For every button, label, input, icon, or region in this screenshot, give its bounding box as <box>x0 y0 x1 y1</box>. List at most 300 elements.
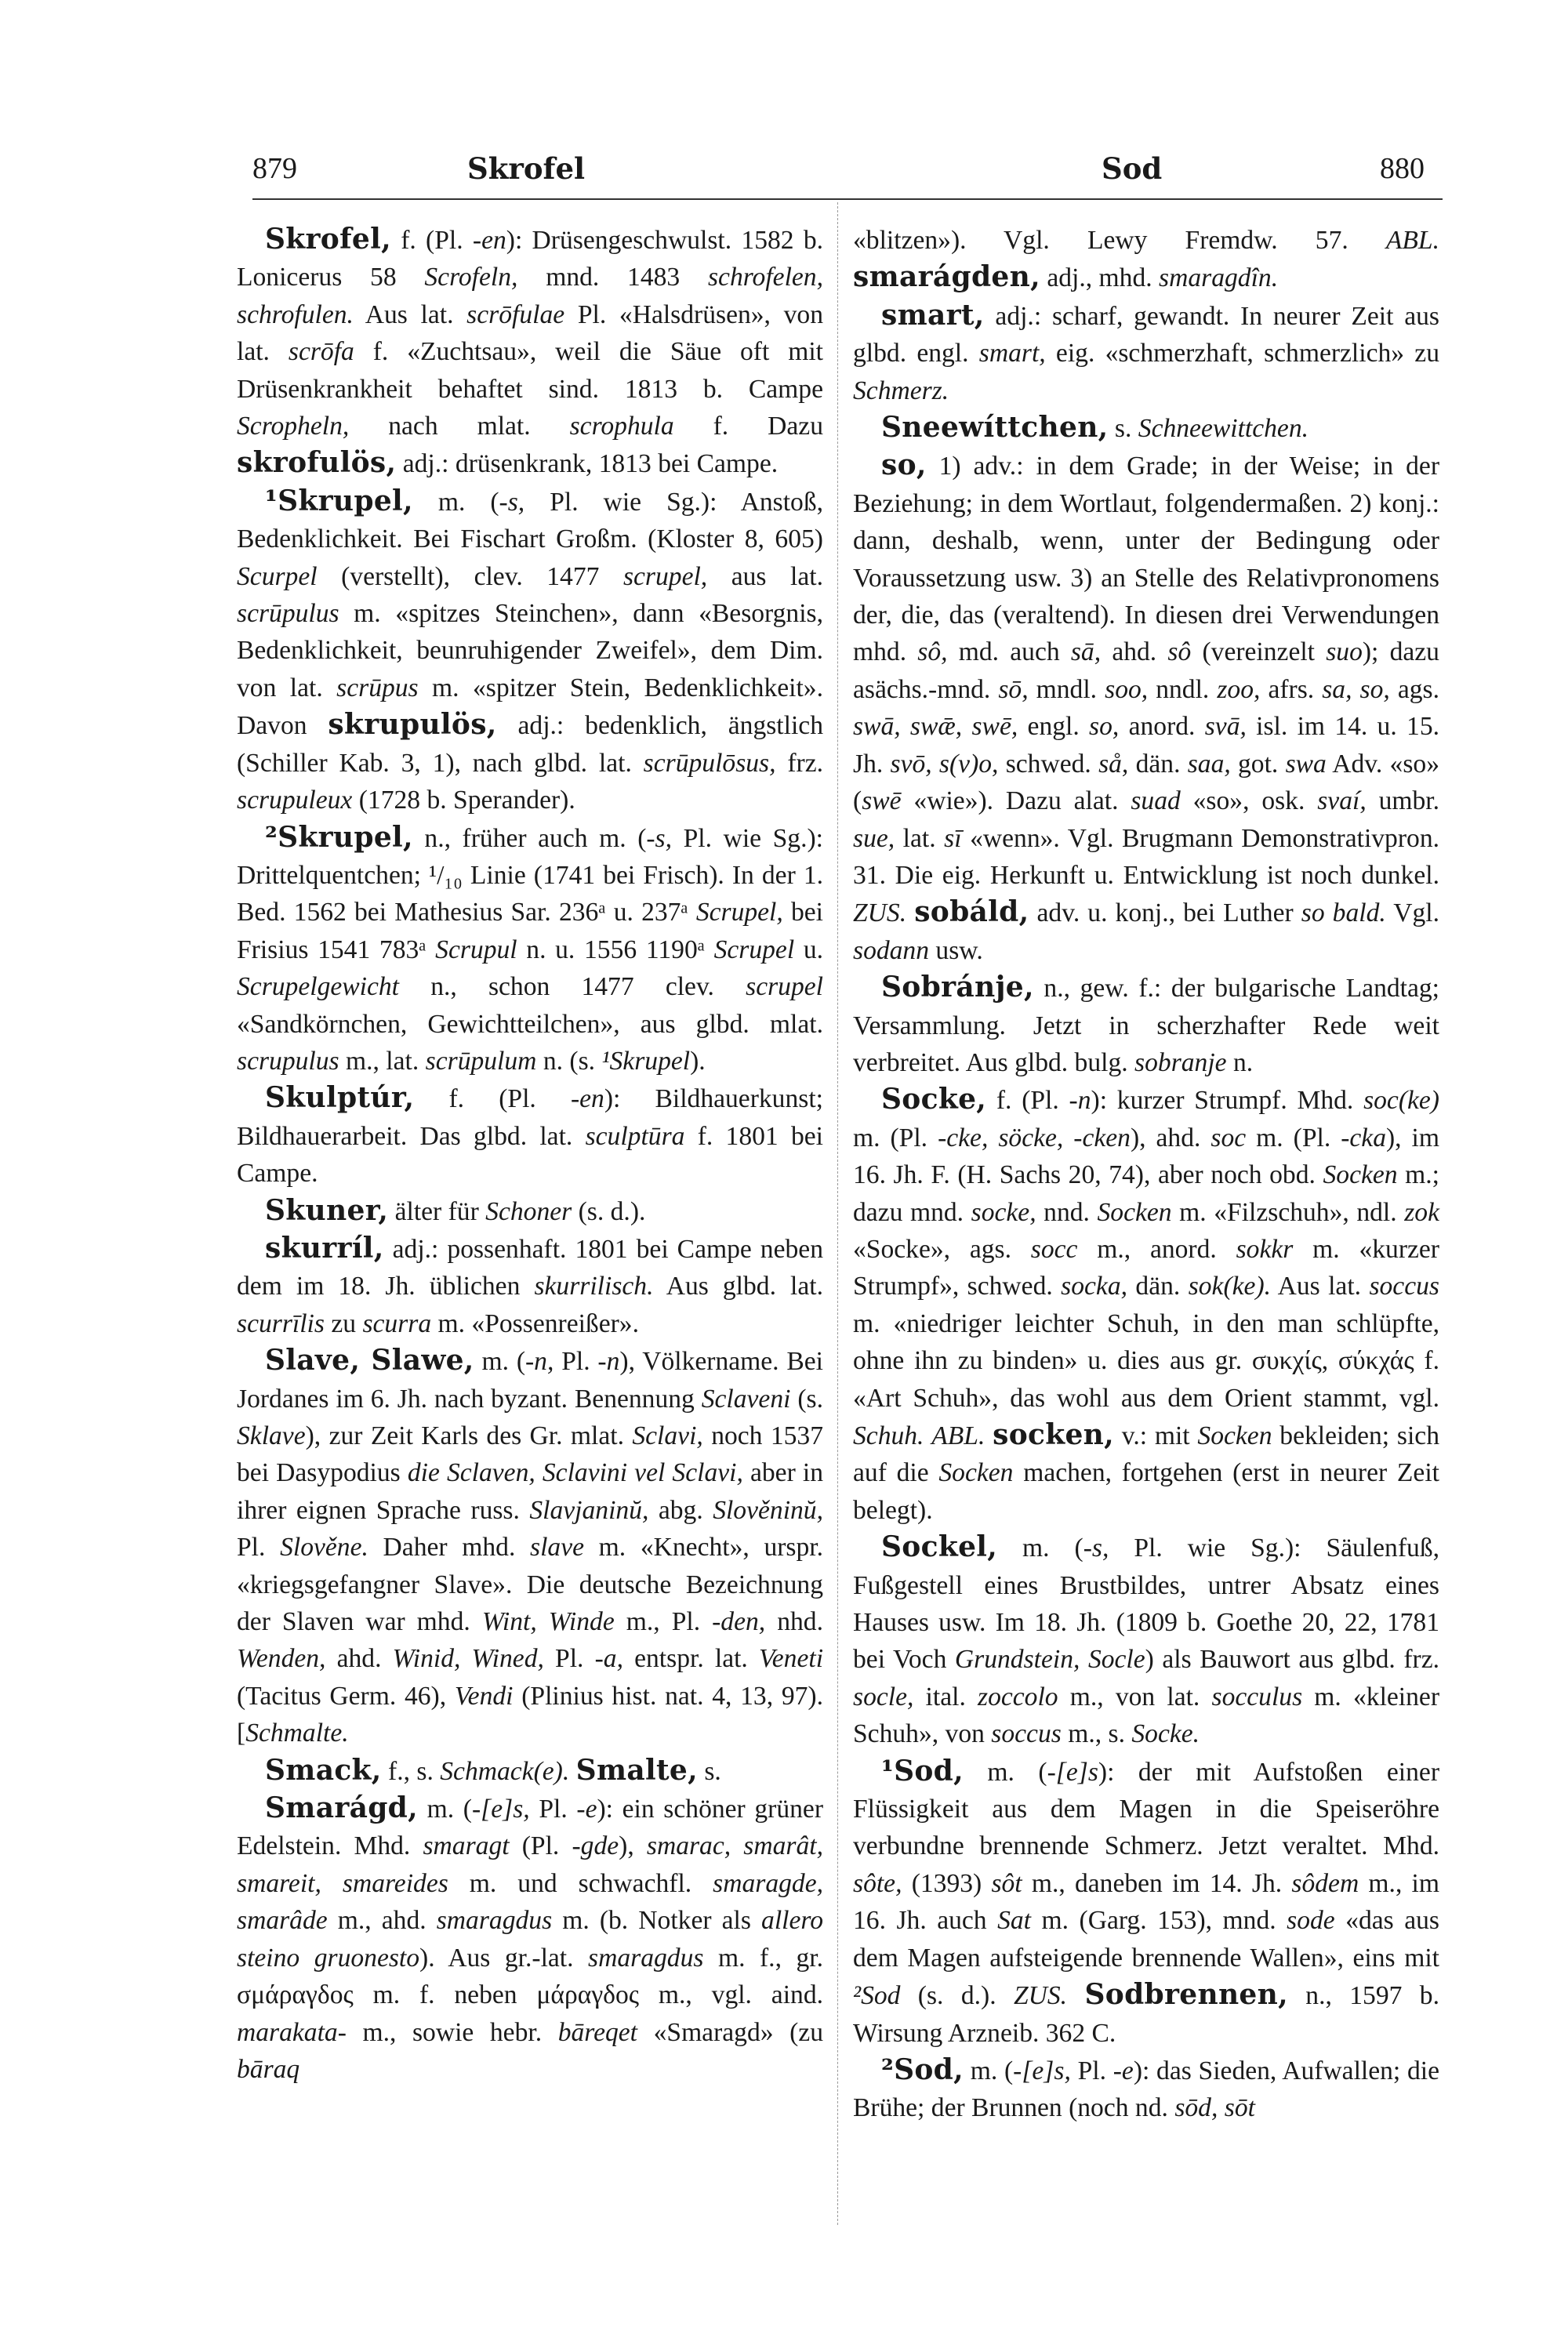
italic-form: ZUS. <box>1013 1981 1068 2011</box>
right-column <box>853 221 1439 2127</box>
entry-text: m. «niedriger leichter Schuh, in den man schlüpfte, ohne ihn zu binden» u. dies aus gr. συκχίς, σύκχάς f. «Art Schuh», das wohl aus dem Orient stammt, vgl. <box>853 1308 1439 1413</box>
entry-text: ), Völkername. Bei Jordanes im 6. Jh. nach byzant. Benennung <box>237 1347 824 1414</box>
italic-form: Socken <box>1323 1160 1398 1190</box>
entry-text: m. ( <box>412 487 499 517</box>
italic-form: så, <box>1098 749 1129 779</box>
entry-text: «Socke», ags. <box>853 1234 1031 1264</box>
entry-text: frz. <box>775 748 823 778</box>
entry-text: n., 1597 b. Wirsung Arzneib. 362 C. <box>853 1981 1439 2048</box>
entry-text: f. Dazu <box>673 412 823 441</box>
entry-text: ahd. <box>1101 637 1168 667</box>
entry-text: mnd. 1483 <box>517 263 708 292</box>
italic-form: suad <box>1131 786 1181 816</box>
entry-text: adv. u. konj., bei Luther <box>1029 898 1301 928</box>
headword: ²Skrupel, <box>265 820 413 854</box>
italic-form: scrupulus <box>237 1046 339 1076</box>
sub-headword: smarágden, <box>853 260 1040 294</box>
entry-text: aus lat. <box>707 561 823 591</box>
italic-form: -s, <box>499 487 525 517</box>
italic-form: sue, <box>853 823 895 853</box>
italic-form: -n <box>1069 1086 1091 1116</box>
entry-text: f. 1801 bei Campe. <box>237 1121 823 1189</box>
italic-form: swē <box>862 786 902 816</box>
entry-text: m. «kleiner Schuh», von <box>853 1682 1439 1749</box>
entry-text: ). <box>690 1046 706 1076</box>
entry-text: ), <box>619 1831 647 1861</box>
italic-form: Scrupel, <box>695 898 783 927</box>
italic-form: bāraq <box>237 2054 300 2084</box>
entry-sod-1 <box>853 1753 1439 2052</box>
italic-form: Socke. <box>1131 1719 1200 1749</box>
entry-skuner <box>237 1192 823 1230</box>
headword: Smarágd, <box>265 1791 418 1825</box>
italic-form: -s, <box>646 823 673 853</box>
entry-text: m. (Pl. <box>1246 1123 1341 1152</box>
entry-slave <box>237 1342 823 1751</box>
entry-skulptur <box>237 1080 823 1192</box>
entry-text: lat. <box>895 823 945 853</box>
entry-text: ahd. <box>325 1644 393 1674</box>
entry-text: machen, fortgehen (erst in neurer Zeit belegt). <box>853 1458 1439 1525</box>
right-page-number: 880 <box>1380 152 1425 185</box>
italic-form: sok(ke). <box>1188 1272 1272 1301</box>
italic-form: Schoner <box>485 1196 572 1226</box>
entry-sobranje <box>853 969 1439 1081</box>
italic-form: scrupuleux <box>237 786 353 815</box>
italic-form: -s, <box>1083 1534 1109 1563</box>
entry-text: m. «Knecht», urspr. «kriegsgefangner Slave». Die deutsche Bezeichnung der Slaven war mhd. <box>237 1533 824 1637</box>
entry-text: m. ( <box>997 1534 1083 1563</box>
italic-form: -n, <box>525 1347 554 1377</box>
italic-form: Grundstein, Socle <box>954 1645 1145 1675</box>
italic-form: smaragdus <box>588 1943 704 1973</box>
right-catchword: Sod <box>1102 151 1163 186</box>
italic-form: soccus <box>1369 1272 1439 1301</box>
italic-form: sculptūra <box>585 1121 685 1151</box>
italic-form: sôdem <box>1291 1868 1359 1898</box>
entry-text: ), ahd. <box>1130 1123 1211 1152</box>
entry-text: ): kurzer Strumpf. Mhd. <box>1091 1086 1364 1116</box>
headword: Slave, Slawe, <box>265 1344 474 1377</box>
italic-form: Scrofeln, <box>424 263 518 292</box>
entry-text: adj.: bedenklich, ängstlich (Schiller Kab. 3, 1), nach glbd. lat. <box>237 711 823 778</box>
entry-text: n., schon 1477 clev. <box>399 972 746 1002</box>
italic-form: -en <box>472 226 506 255</box>
headword: ¹Skrupel, <box>265 484 413 517</box>
italic-form: marakata- <box>237 2017 347 2047</box>
entry-text: adj., mhd. <box>1040 263 1160 293</box>
entry-text: m., lat. <box>339 1046 426 1076</box>
entry-text: m.; dazu mnd. <box>853 1160 1439 1227</box>
italic-form: allero steino gruonesto <box>237 1906 823 1973</box>
entry-text: zu <box>324 1308 363 1338</box>
italic-form: sobranje <box>1134 1047 1227 1077</box>
entry-text: Pl. wie Sg.): Anstoß, Bedenklichkeit. Bei Fischart Großm. (Kloster 8, 605) <box>237 487 824 554</box>
entry-text: «Sandkörnchen, Gewichtteilchen», aus glbd. mlat. <box>237 1009 823 1039</box>
entry-text: s. <box>1108 414 1138 444</box>
entry-text <box>906 898 914 927</box>
entry-text: Aus lat. <box>353 299 467 329</box>
entry-text: Aus lat. <box>1271 1272 1370 1301</box>
entry-skurril <box>237 1230 823 1342</box>
entry-text: Pl. <box>543 1644 595 1674</box>
entry-text: Pl. wie Sg.): Drittelquentchen; ¹/₁₀ Linie (1741 bei Frisch). In der 1. Bed. 1562 bei Mathesius Sar. 236ᵃ u. 237ᵃ <box>237 823 823 927</box>
entry-text: m. «spitzer Stein, Bedenklichkeit». Davon <box>237 673 823 741</box>
italic-form: Socken <box>938 1458 1014 1488</box>
headword: Smack, <box>265 1753 382 1787</box>
sub-headword: sobáld, <box>914 895 1029 929</box>
italic-form: -[e]s, <box>1013 2056 1071 2085</box>
entry-text: ): Drüsengeschwulst. 1582 b. Lonicerus 58 <box>237 226 824 292</box>
entry-text: adj.: possenhaft. 1801 bei Campe neben dem im 18. Jh. üblichen <box>237 1234 823 1301</box>
italic-form: Winid, Wined, <box>392 1644 544 1674</box>
entry-text: «blitzen»). Vgl. Lewy Fremdw. 57. <box>853 226 1386 255</box>
entry-text: v.: mit <box>1113 1421 1198 1450</box>
headword: Skuner, <box>265 1193 389 1227</box>
sub-headword: Sodbrennen, <box>1084 1978 1288 2012</box>
entry-text: u. <box>794 935 824 964</box>
italic-form: ¹Skrupel <box>601 1046 691 1076</box>
entry-text: m. «spitzes Steinchen», dann «Besorgnis, Bedenklichkeit, beunruhigender Zweifel», dem Dim. von lat. <box>237 599 823 702</box>
italic-form: sōd, sōt <box>1174 2093 1255 2123</box>
entry-text: n. <box>1226 1047 1254 1077</box>
entry-text: «wie»). Dazu alat. <box>901 786 1131 816</box>
italic-form: -cke, söcke, -cken <box>938 1123 1131 1152</box>
entry-text: (vereinzelt <box>1191 637 1327 667</box>
entry-text: ags. <box>1389 674 1439 704</box>
headword: Skrofel, <box>265 223 391 256</box>
italic-form: smaragdîn. <box>1159 263 1279 293</box>
italic-form: Scrupelgewicht <box>237 972 400 1002</box>
entry-text: ital. <box>913 1682 978 1711</box>
entry-text: ), im 16. Jh. F. (H. Sachs 20, 74), aber noch obd. <box>853 1123 1439 1190</box>
entry-text: abg. <box>648 1495 713 1525</box>
entry-text: adj.: scharf, gewandt. In neurer Zeit aus glbd. engl. <box>853 301 1439 368</box>
italic-form: -e <box>576 1795 597 1824</box>
italic-form: svaí, <box>1317 786 1367 816</box>
italic-form: socka, <box>1061 1272 1128 1301</box>
italic-form: socke, <box>971 1197 1036 1227</box>
entry-text: mndl. <box>1028 674 1105 704</box>
headword: Sobránje, <box>881 971 1034 1004</box>
entry-text: (1728 b. Sperander). <box>352 786 575 815</box>
italic-form: -gde <box>572 1831 619 1861</box>
italic-form: soo, <box>1105 674 1149 704</box>
entry-text: m. (b. Notker als <box>552 1906 762 1936</box>
italic-form: sô, <box>917 637 948 667</box>
italic-form: smaragdus <box>436 1906 553 1936</box>
italic-form: soccus <box>991 1719 1062 1749</box>
entry-smaragd-continued <box>853 221 1439 297</box>
italic-form: Sklave <box>237 1421 306 1450</box>
italic-form: saa, <box>1187 749 1231 779</box>
entry-text: dän. <box>1128 749 1188 779</box>
entry-text: ); dazu asächs.-mnd. <box>853 637 1439 704</box>
entry-text: umbr. <box>1366 786 1439 816</box>
italic-form: Sclaveni <box>701 1384 791 1414</box>
entry-text: m. ( <box>474 1347 525 1377</box>
entry-text: dän. <box>1127 1272 1189 1301</box>
italic-form: zoo, <box>1217 674 1261 704</box>
headword: so, <box>881 448 927 482</box>
entry-text: m., von lat. <box>1058 1682 1212 1711</box>
italic-form: Socken <box>1197 1421 1272 1450</box>
entry-text: n. u. 1556 1190ᵃ <box>517 935 714 964</box>
entry-text: (Tacitus Germ. 46), <box>237 1681 455 1711</box>
entry-text: m. und schwachfl. <box>448 1868 713 1898</box>
entry-skrofel <box>237 221 823 483</box>
italic-form: -cka <box>1341 1123 1386 1152</box>
italic-form: Scurpel <box>237 561 318 591</box>
italic-form: Scrupul <box>435 935 517 964</box>
entry-text: entspr. lat. <box>622 1644 759 1674</box>
entry-text: m., ahd. <box>327 1906 437 1936</box>
entry-text: ): der mit Aufstoßen einer Flüssigkeit aus dem Magen in die Speiseröhre verbundne brennende Schmerz. Jetzt veraltet. Mhd. <box>853 1757 1440 1861</box>
entry-text: m. «Filzschuh», ndl. <box>1171 1197 1405 1227</box>
entry-text: f. (Pl. <box>390 226 473 255</box>
italic-form: -en <box>570 1084 604 1114</box>
italic-form: ZUS. <box>853 898 907 928</box>
italic-form: Schmalte. <box>245 1719 349 1748</box>
italic-form: so, <box>1089 712 1120 742</box>
entry-text: nndl. <box>1148 674 1218 704</box>
sub-headword: skrupulös, <box>328 708 497 742</box>
entry-text: (1393) <box>902 1868 992 1898</box>
entry-text: schwed. <box>998 749 1099 779</box>
italic-form: -a, <box>594 1644 623 1674</box>
italic-form: scrōfa <box>288 337 354 367</box>
italic-form: swā, swǣ, swē, <box>853 712 1018 742</box>
italic-form: ABL. <box>931 1421 985 1450</box>
entry-text: adj.: drüsenkrank, 1813 bei Campe. <box>396 449 779 479</box>
italic-form: svō, s(v)o, <box>890 749 999 779</box>
headword: skurríl, <box>265 1231 384 1265</box>
entry-text: ), zur Zeit Karls des Gr. mlat. <box>305 1421 633 1450</box>
entry-text: (s. d.). <box>572 1196 646 1226</box>
italic-form: zok <box>1404 1197 1439 1227</box>
entry-text: Pl. wie Sg.): Säulenfuß, Fußgestell eines Brustbildes, untrer Absatz eines Hauses usw. Im 18. Jh. (1809 b. Goethe 20, 22, 1781 bei Voch <box>853 1534 1440 1675</box>
entry-text <box>924 1421 931 1450</box>
entry-so <box>853 447 1439 969</box>
italic-form: socle, <box>853 1682 914 1711</box>
entry-text: eig. «schmerzhaft, schmerzlich» zu <box>1045 339 1440 368</box>
italic-form: Sclavi, <box>632 1421 703 1450</box>
italic-form: die Sclaven, Sclavini vel Sclavi, <box>407 1458 743 1488</box>
entry-text: «Smaragd» (zu <box>637 2017 823 2047</box>
italic-form: socc <box>1030 1234 1078 1264</box>
italic-form: Schmerz. <box>853 376 949 405</box>
entry-text: afrs. <box>1260 674 1323 704</box>
italic-form: svā, <box>1204 712 1247 742</box>
italic-form: swa <box>1285 749 1327 779</box>
italic-form: smarac, smarât, smareit, smareides <box>237 1831 823 1898</box>
italic-form: Vendi <box>454 1681 514 1711</box>
entry-text: Vgl. <box>1385 898 1439 928</box>
entry-text: Pl. <box>529 1795 577 1824</box>
sub-headword: socken, <box>993 1418 1114 1451</box>
entry-text: ): das Sieden, Aufwallen; die Brühe; der Brunnen (noch nd. <box>853 2056 1440 2123</box>
entry-text: nach mlat. <box>349 412 570 441</box>
entry-text: m. ( <box>963 2056 1014 2085</box>
entry-skrupel-2 <box>237 819 823 1080</box>
entry-smaragd <box>237 1790 823 2088</box>
italic-form: sôte, <box>853 1868 902 1898</box>
entry-text: anord. <box>1119 712 1205 742</box>
italic-form: scrupel, <box>622 561 708 591</box>
italic-form: ²Sod <box>853 1981 901 2011</box>
entry-text: (verstellt), clev. 1477 <box>317 561 623 591</box>
entry-text: ): Bildhauerkunst; Bildhauerarbeit. Das glbd. lat. <box>237 1084 823 1151</box>
left-page-number: 879 <box>252 152 297 185</box>
entry-text: n. (s. <box>536 1046 602 1076</box>
italic-form: Wenden, <box>237 1644 326 1674</box>
header-rule <box>252 198 1443 200</box>
entry-text: bekleiden; sich auf die <box>853 1421 1439 1488</box>
entry-socke <box>853 1081 1439 1529</box>
entry-text: m. f., gr. σμάραγδος m. f. neben μάραγδος m., vgl. aind. <box>237 1943 823 2010</box>
headword: Socke, <box>881 1083 987 1116</box>
entry-text: isl. im 14. u. 15. Jh. <box>853 712 1440 779</box>
italic-form: sā, <box>1070 637 1102 667</box>
left-column <box>237 221 823 2088</box>
italic-form: sō, <box>998 674 1029 704</box>
entry-text: «das aus dem Magen aufsteigende brennende Wallen», eins mit <box>853 1906 1439 1973</box>
italic-form: sô <box>1167 637 1192 667</box>
entry-smart <box>853 297 1439 409</box>
italic-form: scrōfulae <box>466 299 565 329</box>
entry-text: m. ( <box>418 1795 472 1824</box>
italic-form: Sat <box>997 1906 1032 1936</box>
italic-form: scrūpus <box>336 673 419 702</box>
italic-form: Wint, Winde <box>481 1607 615 1637</box>
italic-form: zoccolo <box>978 1682 1058 1711</box>
entry-text: m., im 16. Jh. auch <box>853 1868 1440 1936</box>
italic-form: scurrīlis <box>237 1308 325 1338</box>
italic-form: sôt <box>991 1868 1022 1898</box>
entry-text: (s. d.). <box>900 1981 1014 2011</box>
headword: ¹Sod, <box>881 1754 964 1788</box>
sub-headword: skrofulös, <box>237 446 397 480</box>
entry-text: s. <box>697 1756 721 1786</box>
italic-form: Schmack(e). <box>440 1756 570 1786</box>
italic-form: Veneti <box>758 1644 824 1674</box>
italic-form: -n <box>597 1347 620 1377</box>
italic-form: Schneewittchen. <box>1138 414 1309 444</box>
entry-text: Aus glbd. lat. <box>653 1272 824 1301</box>
entry-smack <box>237 1752 823 1790</box>
headword: Sneewíttchen, <box>881 411 1109 445</box>
italic-form: suo <box>1326 637 1363 667</box>
entry-text: (Plinius hist. nat. 4, 13, 97). [ <box>237 1681 823 1748</box>
column-divider <box>837 202 838 2225</box>
sub-headword: Smalte, <box>575 1753 698 1787</box>
entry-text: m. (Pl. <box>853 1123 938 1152</box>
entry-text: Pl. <box>237 1533 281 1563</box>
italic-form: Slověne. <box>280 1533 368 1563</box>
italic-form: scrupel <box>746 972 823 1002</box>
italic-form: Schuh. <box>853 1421 924 1450</box>
entry-text: md. auch <box>947 637 1071 667</box>
italic-form: scrophula <box>569 412 674 441</box>
entry-sod-2 <box>853 2052 1439 2127</box>
entry-text: älter für <box>388 1196 486 1226</box>
italic-form: -[e]s, <box>472 1795 530 1824</box>
italic-form: Scropheln, <box>237 412 350 441</box>
italic-form: scrūpulus <box>237 599 339 629</box>
italic-form: -[e]s <box>1047 1757 1098 1787</box>
italic-form: bāreqet <box>557 2017 638 2047</box>
italic-form: smaragt <box>423 1831 510 1861</box>
entry-text: noch 1537 bei Dasypodius <box>237 1421 824 1488</box>
entry-text: usw. <box>929 935 983 965</box>
italic-form: sode <box>1287 1906 1335 1936</box>
italic-form: scrūpulōsus, <box>643 748 776 778</box>
italic-form: scrūpulum <box>425 1046 537 1076</box>
entry-text: f., s. <box>381 1756 441 1786</box>
italic-form: scurra <box>362 1308 432 1338</box>
entry-text: nnd. <box>1036 1197 1098 1227</box>
italic-form: Slavjaninŭ, <box>529 1495 649 1525</box>
entry-text: (s. <box>790 1384 823 1414</box>
headword: smart, <box>881 298 985 332</box>
entry-text: Adv. «so» ( <box>853 749 1439 816</box>
entry-text: (Pl. <box>509 1831 572 1861</box>
entry-text: engl. <box>1018 712 1090 742</box>
italic-form: smaragde, smarâde <box>237 1868 823 1936</box>
entry-text: n., gew. f.: der bulgarische Landtag; Versammlung. Jetzt in scherzhafter Rede weit verbreitet. Aus glbd. bulg. <box>853 974 1439 1077</box>
entry-text: n., früher auch m. ( <box>412 823 647 853</box>
entry-sneewittchen <box>853 409 1439 447</box>
entry-text: m. «kurzer Strumpf», schwed. <box>853 1234 1439 1301</box>
entry-text <box>569 1757 575 1786</box>
italic-form: Scrupel <box>713 935 795 964</box>
entry-text: bei Frisius 1541 783ᵃ <box>237 898 823 964</box>
entry-text: 1) adv.: in dem Grade; in der Weise; in der Beziehung; in dem Wortlaut, folgendermaßen. 2) konj.: dann, deshalb, wenn, unter der Bedingung oder Voraussetzung usw. 3) an Stelle des Relativpronomens der, die, das (veraltend). In diesen drei Verwendungen mhd. <box>853 452 1439 667</box>
italic-form: -e <box>1112 2056 1134 2085</box>
entry-text: f. (Pl. <box>986 1086 1069 1116</box>
italic-form: Slověninŭ, <box>713 1495 823 1525</box>
entry-text <box>985 1421 993 1450</box>
italic-form: -den, <box>712 1607 766 1637</box>
entry-text: «wenn». Vgl. Brugmann Demonstrativpron. 31. Die eig. Herkunft u. Entwicklung ist noch dunkel. <box>853 823 1440 890</box>
italic-form: smart, <box>978 339 1046 368</box>
entry-text: m. (Garg. 153), mnd. <box>1031 1906 1287 1936</box>
italic-form: sī <box>944 823 962 853</box>
entry-text: f. (Pl. <box>414 1084 571 1114</box>
left-catchword: Skrofel <box>467 151 586 186</box>
headword: Skulptúr, <box>265 1081 415 1115</box>
italic-form: sodann <box>853 935 930 965</box>
italic-form: sokkr <box>1236 1234 1294 1264</box>
entry-text: m., s. <box>1061 1719 1132 1749</box>
entry-text: Pl. <box>554 1347 598 1377</box>
italic-form: skurrilisch. <box>534 1272 654 1301</box>
entry-skrupel-1 <box>237 483 823 819</box>
entry-text: m. «Possenreißer». <box>431 1308 639 1338</box>
entry-text <box>1067 1981 1084 2010</box>
entry-text: m., sowie hebr. <box>346 2017 558 2047</box>
entry-text: «so», osk. <box>1180 786 1318 816</box>
italic-form: ABL. <box>1385 226 1439 255</box>
italic-form: slave <box>530 1533 585 1563</box>
entry-text: m., Pl. <box>614 1607 713 1637</box>
entry-text: m. ( <box>963 1757 1047 1787</box>
italic-form: soc <box>1210 1123 1247 1152</box>
italic-form: soc(ke) <box>1363 1086 1439 1116</box>
entry-text: m., anord. <box>1077 1234 1236 1264</box>
entry-text: ). Aus gr.-lat. <box>419 1943 589 1973</box>
entry-sockel <box>853 1529 1439 1752</box>
